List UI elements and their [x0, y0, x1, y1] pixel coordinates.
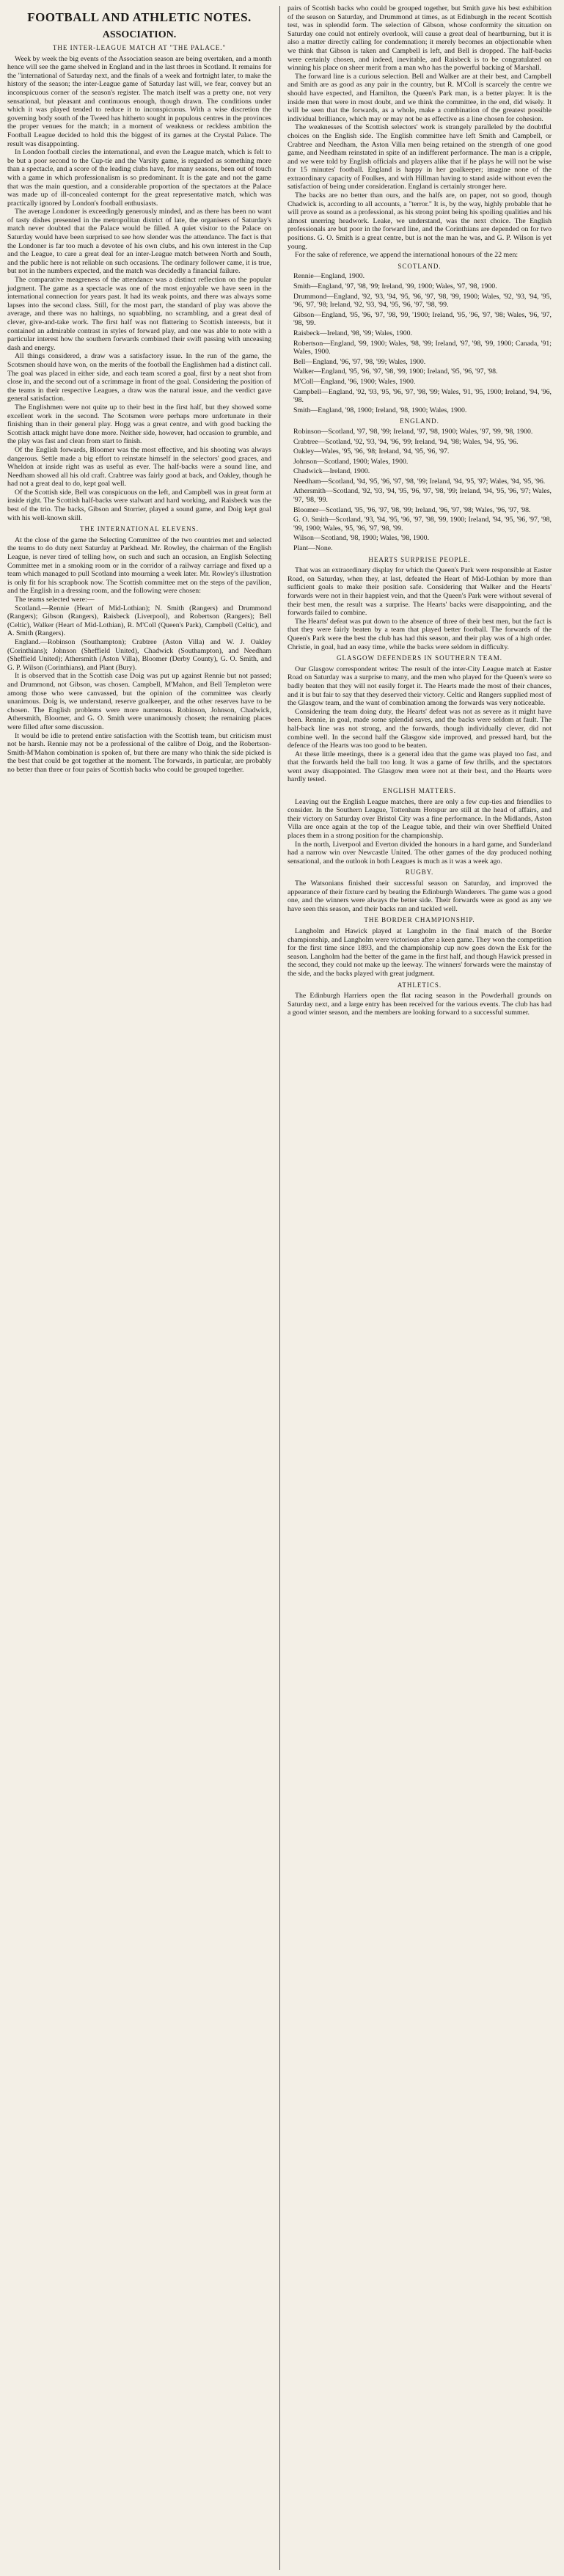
left-column [7, 10, 271, 774]
article-paragraph: The average Londoner is exceedingly generously minded, and as there has been no want of tasty dishes presented in the metropolitan district of late, the organisers of Saturday's match never doubted that the Palace would be filled. A quiet visitor to the Palace on Saturday would have been surprised to see how slender was the attendance. The fact is that the Londoner is far too much a devotee of his own clubs, and his own interest in the Cup and the League, to care a great deal for an inter-League match between North and South, and the public here is not reliable on such occasions. The ordinary follower came, it is true, but not in the numbers expected, and the match was decidedly a financial failure. [7, 208, 271, 276]
caps-entry: Chadwick—Ireland, 1900. [293, 467, 370, 476]
caps-entry: Wilson—Scotland, '98, 1900; Wales, '98, 1900. [293, 534, 430, 543]
article-paragraph: For the sake of reference, we append the international honours of the 22 men: [295, 251, 519, 260]
article-paragraph: pairs of Scottish backs who could be grouped together, but Smith gave his best exhibition of the season on Saturday, and Drummond at times, as at Edinburgh in the recent Scottish test, was in splendid form. The selection of Gibson, whose conformity the situation on Saturday one could not entirely overlook, will cause a great deal of heartburning, but it is also a matter directly calling for condemnation; it merely becomes an objectionable when we think that Gibson is taken and Campbell is left, and Bell is dropped. The half-backs were certainly chosen, and indeed, inevitable, and Raisbeck is to be congratulated on winning his place on sheer merit from a man who has the powerful backing of Marshall. [288, 4, 552, 73]
caps-entry: Raisbeck—Ireland, '98, '99; Wales, 1900. [293, 329, 412, 337]
article-paragraph: In the north, Liverpool and Everton divided the honours in a hard game, and Sunderland had a narrow win over Newcastle United. The other games of the day produced nothing sensational, and the outlook in both Leagues is much as it was a week ago. [288, 840, 552, 866]
england-caps-list [288, 428, 552, 553]
subhead-international: THE INTERNATIONAL ELEVENS. [80, 525, 199, 533]
article-paragraph: Considering the team doing duty, the Hearts' defeat was not as severe as it might have been. Rennie, in goal, made some splendid saves, and the backs were seldom at fault. The half-back line was not strong, and the forwards, though individually clever, did not combine well. In the second half the Glasgow side improved, and pressed hard, but the defence of the Hearts was too good to be beaten. [288, 707, 552, 750]
caps-entry: Campbell—England, '92, '93, '95, '96, '97, '98, '99; Wales, '91, '95, 1900; Ireland, '94, '96, '98. [293, 387, 552, 405]
article-paragraph: At these little meetings, there is a general idea that the game was played too fast, and that the forwards held the ball too long. It was a game of few thrills, and the spectators went away disappointed. The Glasgow men were not at their best, and the Hearts were hardly tested. [288, 750, 552, 784]
england-team: England.—Robinson (Southampton); Crabtree (Aston Villa) and W. J. Oakley (Corinthians); Johnson (Sheffield United), Chadwick (Southampton), and Needham (Sheffield United); Athersmith (Aston Villa), Bloomer (Derby County), G. O. Smith, and G. P. Wilson (Corinthians), and Plant (Bury). [7, 637, 271, 672]
article-paragraph: It is observed that in the Scottish case Doig was put up against Rennie but not passed; and Drummond, not Gibson, was chosen. Campbell, M'Mahon, and Bell Templeton were among those who were canvassed, but the opinion of the committee was clearly unanimous. Doig is, we understand, reserve goalkeeper, and the other reserves have to be chosen. The English problems were more numerous. Robinson, Johnson, Chadwick, Athersmith, Bloomer, and G. O. Smith were unanimously chosen; the remaining places were filled after some discussion. [7, 672, 271, 731]
caps-entry: Robinson—Scotland, '97, '98, '99; Ireland, '97, '98, 1900; Wales, '97, '99, '98, 1900. [293, 427, 533, 436]
article-paragraph: The comparative meagreness of the attendance was a distinct reflection on the popular judgment. The game as a spectacle was one of the most enjoyable we have seen in the international connection for years past. It had its weak points, and there was always some lapses into the second class. Still, for the most part, the standard of play was above the average, and there was no haltings, no squabbling, no scrambling, and a great deal of clever, give-and-take work. The first half was not flattering to Scottish interests, but it contained an admirable contrast in styles of forward play, and one was able to note with a particular interest how the southern forwards combined their swift passing with unceasing dash and energy. [7, 276, 271, 352]
article-paragraph: In London football circles the international, and even the League match, which is felt to be but a poor second to the Cup-tie and the Varsity game, is regarded as something more than a spectacle, and a score of the leading clubs have, for many seasons, been out of touch with a game in which professionalism is so predominant. It is the gate and not the game that was the main question, and a considerable proportion of the spectators at the Palace was made up of ill-concealed contempt for the great representative match, which was practically ignored by London's football enthusiasts. [7, 148, 271, 208]
caps-entry: Needham—Scotland, '94, '95, '96, '97, '98, '99; Ireland, '94, '95, '97; Wales, '94, '95, '96. [293, 477, 546, 486]
caps-entry: Crabtree—Scotland, '92, '93, '94, '96, '99; Ireland, '94, '98; Wales, '94, '95, '96. [293, 437, 519, 446]
caps-entry: Bell—England, '96, '97, '98, '99; Wales, 1900. [293, 357, 426, 366]
article-paragraph: Of the English forwards, Bloomer was the most effective, and his shooting was always dangerous. Settle made a big effort to reinstate himself in the selectors' good graces, and Wheldon at inside right was as useful as ever. The half-backs were a sound line, and Needham showed all his old craft. Crabtree was fairly good at back, and Oakley, though he had not a great deal to do, kept goal well. [7, 445, 271, 489]
article-paragraph: That was an extraordinary display for which the Queen's Park were responsible at Easter Road, on Saturday, when they, at last, defeated the Heart of Mid-Lothian by more than sufficient goals to make their position safe. Considering that Walker and the Hearts' forwards were not in their happiest vein, and that the Queen's Park were without several of their best men, the result was a surprise. The Hearts' backs were disappointing, and the forwards failed to combine. [288, 566, 552, 618]
article-paragraph: The Watsonians finished their successful season on Saturday, and improved the appearance of their fixture card by beating the Edinburgh Wanderers. The game was a good one, and the winners were always the better side. Their forwards were as good as any we have seen this season, and their backs ran and tackled well. [288, 879, 552, 913]
caps-entry: Walker—England, '95, '96, '97, '98, '99, 1900; Ireland, '95, '96, '97, '98. [293, 367, 498, 376]
article-paragraph: The Edinburgh Harriers open the flat racing season in the Powderhall grounds on Saturday next, and a large entry has been received for the various events. The club has had a good winter season, and the members are looking forward to a successful summer. [288, 992, 552, 1017]
caps-entry: Rennie—England, 1900. [293, 272, 365, 281]
caps-entry: G. O. Smith—Scotland, '93, '94, '95, '96, '97, '98, '99, 1900; Ireland, '94, '95, '96, '97, '98, '99, 1900; Wales, '95, '96, '97, '98, '99. [293, 516, 552, 533]
right-column [288, 4, 552, 1017]
caps-entry: Robertson—England, '99, 1900; Wales, '98, '99; Ireland, '97, '98, '99, 1900; Canada, '91; Wales, 1900. [293, 339, 552, 356]
article-paragraph: Week by week the big events of the Association season are being overtaken, and a month hence will see the game shelved in England and in the last throes in Scotland. It remains for the "international of Saturday next, and the finals of a week and fortnight later, to make the history of the season; the inter-League game of Saturday last will, we fear, convey but an inconspicuous corner of the season's register. The match itself was a pretty one, not very sensational, but pleasant and continuous enough, though drawn. The conditions under which it was played tended to reduce it to inconspicuous. With a wise discretion the governing body south of the Tweed has hitherto sought in populous centres in the provinces the proper venues for the match; in a moment of weakness or reckless ambition the Football League decided to hold this the biggest of its games at the Crystal Palace. The result was disappointing. [7, 54, 271, 148]
caps-entry: Johnson—Scotland, 1900; Wales, 1900. [293, 457, 409, 466]
article-paragraph: Leaving out the English League matches, there are only a few cup-ties and friendlies to consider. In the Southern League, Tottenham Hotspur are still at the head of affairs, and their victory on Saturday over Bristol City was a fine performance. In the Midlands, Aston Villa are once again at the top of the League table, and their win over Sheffield United places them in a strong position for the championship. [288, 797, 552, 841]
subhead-inter-league: THE INTER-LEAGUE MATCH AT "THE PALACE." [52, 44, 227, 51]
caps-entry: Bloomer—Scotland, '95, '96, '97, '98, '99; Ireland, '96, '97, '98; Wales, '96, '97, '98. [293, 505, 531, 514]
caps-entry: Oakley—Wales, '95, '96, '98; Ireland, '94, '95, '96, '97. [293, 447, 450, 456]
section-title: ASSOCIATION. [102, 29, 177, 40]
article-paragraph: It would be idle to pretend entire satisfaction with the Scottish team, but criticism must not be harsh. Rennie may not be a professional of the calibre of Doig, and the Robertson-Smith-M'Mahon combination is spoken of, but there are many who think the side picked is the best that could be got together at the moment. The forwards, in particular, are probably no better than three or four pairs of Scottish backs who could be grouped together. [7, 731, 271, 774]
caps-entry: Drummond—England, '92, '93, '94, '95, '96, '97, '98, '99, 1900; Wales, '92, '93, '94, '95, '96, '97, '98; Ireland, '92, '93, '94, '95, '96, '97, '98, '99. [293, 292, 552, 310]
article-paragraph: At the close of the game the Selecting Committee of the two countries met and selected the teams to do duty next Saturday at Parkhead. Mr. Rowley, the chairman of the English League, is never tired of telling how, on such and such an occasion, an English Selecting Committee met in a smoking room or in the corridor of a railway carriage and fixed up a team which managed to pull Scotland into mourning a week later. Mr. Rowley's illustration is only fit for his scrapbook now. The Scottish committee met on the steps of the pavilion, and the English in a dressing room, and the following were chosen: [7, 535, 271, 596]
article-paragraph: Our Glasgow correspondent writes: The result of the inter-City League match at Easter Road on Saturday was a surprise to many, and the men who played for the Queen's were so badly beaten that they will not easily forget it. The Hearts made the most of their chances, and it is but fair to say that they deserved their victory. Celtic and Rangers supplied most of the Glasgow team, and the want of combination among the forwards was very noticeable. [288, 665, 552, 708]
subhead-rugby: RUGBY. [405, 868, 434, 877]
article-paragraph: The backs are no better than ours, and the halfs are, on paper, not so good, though Chadwick is, according to all accounts, a "terror." It is, by the way, highly probable that he will prove as sound as a professional, as his strong point being his spoiling qualities and his almost unerring headwork. Leake, we understand, was the next choice. The English professionals are but poor in the forward line, and the Corinthians are depended on for two positions. G. O. Smith is a great centre, but is not the man he was, and G. P. Wilson is yet young. [288, 191, 552, 251]
article-paragraph: The Englishmen were not quite up to their best in the first half, but they showed some excellent work in the second. The Scotsmen were perhaps more unfortunate in their finishing than in their general play. Hogg was a great centre, and with good backing the Scottish attack might have done more. Neither side, however, had occasion to grumble, and the play was fast and clean from start to finish. [7, 403, 271, 446]
headline: FOOTBALL AND ATHLETIC NOTES. [27, 10, 252, 24]
article-paragraph: All things considered, a draw was a satisfactory issue. In the run of the game, the Scotsmen should have won, on the merits of the football the Englishmen had a distinct call. The goal was placed in either side, and each team scored a goal, first by a neat shot from close in, and the second out of a scrimmage in front of the goal. Considering the position of the teams in their respective Leagues, a draw was the natural issue, and the verdict gave general satisfaction. [7, 352, 271, 403]
article-paragraph: The weaknesses of the Scottish selectors' work is strangely paralleled by the doubtful choices on the English side. The English committee have left Smith and Campbell, or Crabtree and Needham, the Aston Villa men being retained on the strength of one good game, and Needham reinstated in spite of an indifferent performance. The man is a cripple, and we were told by English officials and players alike that if he plays he will not be wise for 15 minutes' football. England is happy in her goalkeeper; imagine none of the extraordinary capacity of Foulkes, and with Hillman having to stand aside without even the satisfaction of being under consideration. England is certainly stronger here. [288, 123, 552, 191]
article-paragraph: The Hearts' defeat was put down to the absence of three of their best men, but the fact is that they were fairly beaten by a team that played better football. The forwards of the Queen's Park were the best the club has had this season, and their play was of a high order. Christie, in goal, had an easy time, while the backs were seldom in difficulty. [288, 617, 552, 651]
subhead-english-matters: ENGLISH MATTERS. [382, 787, 456, 795]
subhead-athletics: ATHLETICS. [397, 981, 442, 989]
subhead-glasgow: GLASGOW DEFENDERS IN SOUTHERN TEAM. [337, 654, 502, 662]
article-paragraph: Of the Scottish side, Bell was conspicuous on the left, and Campbell was in great form at inside right. The Scottish half-backs were stalwart and hard working, and Raisbeck was the best of the trio. The backs, Gibson and Storrier, played a sound game, and Doig kept goal with his well-known skill. [7, 488, 271, 522]
article-paragraph: Langholm and Hawick played at Langholm in the final match of the Border championship, and Langholm were victorious after a keen game. They won the competition for the first time since 1893, and the championship cup now goes down the Esk for the season. Langholm had the better of the game in the first half, and though Hawick pressed in the second, they could not make up the leeway. The winners' forwards were the mainstay of the side, and the backs played with great judgment. [288, 926, 552, 978]
caps-entry: Plant—None. [293, 544, 333, 553]
caps-entry: Gibson—England, '95, '96, '97, '98, '99, '1900; Ireland, '95, '96, '97, '98; Wales, '96, '97, '98, '99. [293, 310, 552, 328]
scotland-team: Scotland.—Rennie (Heart of Mid-Lothian); N. Smith (Rangers) and Drummond (Rangers); Gibson (Rangers), Raisbeck (Liverpool), and Robertson (Rangers); Bell (Celtic), Walker (Heart of Mid-Lothian), R. M'Coll (Queen's Park), Campbell (Celtic), and A. Smith (Rangers). [7, 604, 271, 638]
caps-entry: Smith—England, '98, 1900; Ireland, '98, 1900; Wales, 1900. [293, 406, 467, 414]
caps-entry: Athersmith—Scotland, '92, '93, '94, '95, '96, '97, '98, '99; Ireland, '94, '95, '96, '97; Wales, '97, '98, '99. [293, 487, 552, 505]
column-rule [279, 6, 280, 2570]
scotland-caps-heading: SCOTLAND. [398, 262, 442, 270]
caps-entry: M'Coll—England, '96, 1900; Wales, 1900. [293, 377, 416, 386]
caps-entry: Smith—England, '97, '98, '99; Ireland, '99, 1900; Wales, '97, '98, 1900. [293, 282, 497, 290]
england-caps-heading: ENGLAND. [400, 417, 439, 425]
subhead-border-championship: THE BORDER CHAMPIONSHIP. [364, 916, 475, 924]
subhead-surprise: HEARTS SURPRISE PEOPLE. [368, 555, 471, 563]
scotland-caps-list [288, 272, 552, 414]
article-paragraph: The teams selected were:— [15, 596, 95, 604]
article-paragraph: The forward line is a curious selection. Bell and Walker are at their best, and Campbell and Smith are as good as any pair in the country, but R. M'Coll is scarcely the centre we should have expected, and Hamilton, the Queen's Park man, is a better player. It is the inside men that were in most doubt, and we think the committee, in the end, did wisely. It will be seen that the forwards, as a whole, make a combination of the greatest possible individual brilliance, which may or may not be as effective as a line chosen for cohesion. [288, 72, 552, 123]
